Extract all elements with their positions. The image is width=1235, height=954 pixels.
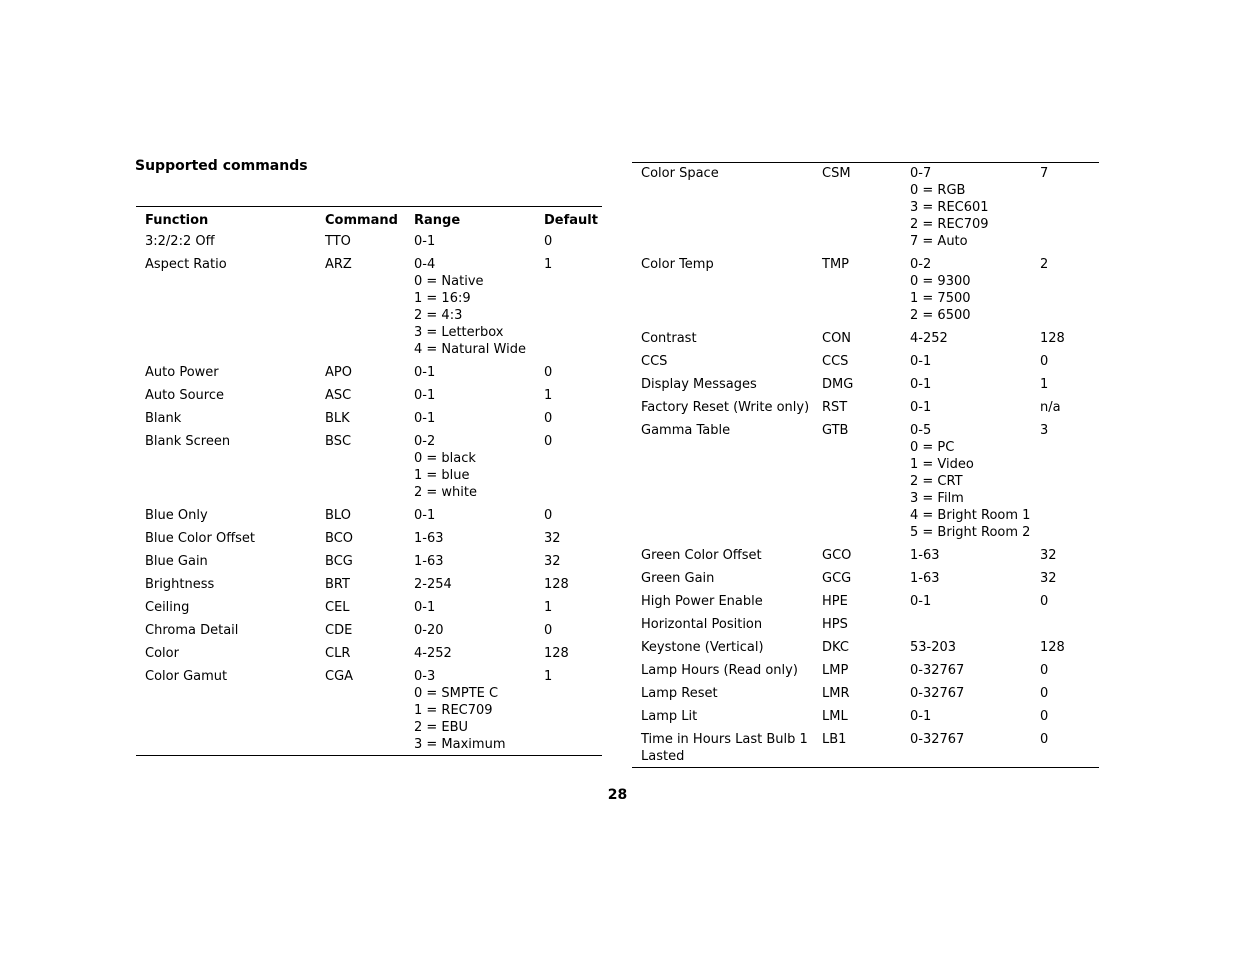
- command-cell: CGA: [325, 669, 354, 684]
- default-cell: 7: [1040, 166, 1049, 181]
- function-cell: Blue Color Offset: [145, 531, 256, 546]
- command-cell: DMG: [822, 377, 854, 392]
- range-cell: [405, 433, 535, 501]
- range-value: 5 = Bright Room 2: [910, 525, 1031, 540]
- function-cell: Color: [145, 646, 179, 661]
- range-value: 0 = RGB: [910, 183, 966, 198]
- command-cell: BCG: [325, 554, 353, 569]
- range-value: 0-1: [414, 600, 436, 615]
- range-value: 0 = PC: [910, 440, 955, 455]
- command-cell: BCO: [325, 531, 353, 546]
- range-cell: [901, 256, 1031, 324]
- range-value: 0-5: [910, 423, 932, 438]
- default-cell: 128: [1040, 331, 1065, 346]
- function-cell: Contrast: [641, 331, 697, 346]
- function-cell: Auto Power: [145, 365, 219, 380]
- range-cell: [405, 622, 535, 639]
- range-cell: [901, 376, 1031, 393]
- default-cell: 0: [1040, 709, 1049, 724]
- range-value: 0-32767: [910, 663, 965, 678]
- header-function: Function: [145, 213, 209, 228]
- table-row: [136, 231, 602, 250]
- range-value: 0-1: [414, 365, 436, 380]
- function-cell: Horizontal Position: [641, 617, 763, 632]
- command-cell: TMP: [822, 257, 849, 272]
- range-value: 1 = REC709: [414, 703, 493, 718]
- table-row: [136, 570, 602, 593]
- header-range: Range: [414, 213, 461, 228]
- range-cell: [901, 685, 1031, 702]
- range-cell: [901, 165, 1031, 250]
- range-cell: [901, 731, 1031, 748]
- range-value: 0 = Native: [414, 274, 484, 289]
- range-value: 0 = SMPTE C: [414, 686, 499, 701]
- range-cell: [901, 708, 1031, 725]
- range-value: 0-1: [414, 234, 436, 249]
- range-value: 1 = Video: [910, 457, 974, 472]
- command-cell: ARZ: [325, 257, 352, 272]
- range-cell: [901, 593, 1031, 610]
- function-cell: Color Space: [641, 166, 719, 181]
- function-cell: Blue Only: [145, 508, 208, 523]
- function-cell: CCS: [641, 354, 668, 369]
- range-value: 4 = Bright Room 1: [910, 508, 1031, 523]
- command-cell: GCO: [822, 548, 852, 563]
- default-cell: 1: [544, 669, 553, 684]
- range-value: 0-2: [414, 434, 436, 449]
- table-row: [632, 564, 1099, 587]
- header-command: Command: [325, 213, 398, 228]
- function-cell: Color Temp: [641, 257, 714, 272]
- section-title: Supported commands: [135, 158, 308, 174]
- function-cell: Blank: [145, 411, 182, 426]
- range-cell: [901, 422, 1031, 541]
- range-value: 2 = CRT: [910, 474, 963, 489]
- table-body-right: [632, 163, 1099, 767]
- command-cell: APO: [325, 365, 352, 380]
- range-cell: [405, 599, 535, 616]
- command-cell: BSC: [325, 434, 352, 449]
- range-value: 0-3: [414, 669, 436, 684]
- default-cell: 0: [1040, 594, 1049, 609]
- range-value: 3 = Letterbox: [414, 325, 504, 340]
- default-cell: 0: [544, 365, 553, 380]
- table-row: [136, 662, 602, 755]
- range-value: 3 = Maximum: [414, 737, 506, 752]
- table-row: [632, 370, 1099, 393]
- table-header-row: [136, 207, 602, 231]
- range-value: 1-63: [910, 548, 940, 563]
- default-cell: 128: [544, 577, 569, 592]
- command-cell: TTO: [325, 234, 351, 249]
- function-cell: Green Gain: [641, 571, 715, 586]
- table-row: [632, 633, 1099, 656]
- range-value: 0-1: [414, 411, 436, 426]
- table-row: [632, 679, 1099, 702]
- range-cell: [901, 662, 1031, 679]
- command-cell: LML: [822, 709, 848, 724]
- default-cell: 1: [544, 257, 553, 272]
- range-value: 2 = 6500: [910, 308, 971, 323]
- default-cell: 2: [1040, 257, 1049, 272]
- range-value: 1 = 16:9: [414, 291, 471, 306]
- command-cell: RST: [822, 400, 848, 415]
- function-cell: Time in Hours Last Bulb 1 Lasted: [641, 732, 808, 764]
- range-value: 0 = black: [414, 451, 476, 466]
- range-cell: [405, 507, 535, 524]
- default-cell: 32: [544, 554, 561, 569]
- table-row: [632, 541, 1099, 564]
- range-cell: [405, 645, 535, 662]
- table-row: [136, 250, 602, 358]
- range-value: 4-252: [910, 331, 948, 346]
- default-cell: 0: [544, 234, 553, 249]
- range-value: 0-1: [910, 377, 932, 392]
- range-value: 1-63: [910, 571, 940, 586]
- range-value: 1 = blue: [414, 468, 470, 483]
- command-cell: DKC: [822, 640, 849, 655]
- default-cell: 1: [1040, 377, 1049, 392]
- range-value: 0-2: [910, 257, 932, 272]
- table-row: [632, 610, 1099, 633]
- range-cell: [405, 410, 535, 427]
- range-cell: [405, 668, 535, 753]
- range-value: 1-63: [414, 554, 444, 569]
- default-cell: 0: [1040, 732, 1049, 747]
- function-cell: Green Color Offset: [641, 548, 762, 563]
- range-value: 0-1: [910, 400, 932, 415]
- range-value: 2 = white: [414, 485, 478, 500]
- range-value: 53-203: [910, 640, 957, 655]
- function-cell: High Power Enable: [641, 594, 763, 609]
- function-cell: Lamp Lit: [641, 709, 698, 724]
- range-value: 4-252: [414, 646, 452, 661]
- command-cell: CCS: [822, 354, 849, 369]
- command-cell: LMR: [822, 686, 850, 701]
- default-cell: 0: [1040, 663, 1049, 678]
- function-cell: Blue Gain: [145, 554, 208, 569]
- default-cell: 0: [1040, 686, 1049, 701]
- table-row: [632, 656, 1099, 679]
- table-row: [632, 416, 1099, 541]
- range-cell: [405, 576, 535, 593]
- range-value: 0-1: [910, 354, 932, 369]
- command-cell: CON: [822, 331, 852, 346]
- range-value: 3 = Film: [910, 491, 964, 506]
- command-cell: HPS: [822, 617, 848, 632]
- command-cell: BLK: [325, 411, 350, 426]
- default-cell: n/a: [1040, 400, 1061, 415]
- range-value: 2 = EBU: [414, 720, 469, 735]
- range-value: 4 = Natural Wide: [414, 342, 526, 357]
- range-value: 0-32767: [910, 732, 965, 747]
- function-cell: Chroma Detail: [145, 623, 239, 638]
- default-cell: 32: [544, 531, 561, 546]
- command-cell: CEL: [325, 600, 350, 615]
- table-row: [136, 547, 602, 570]
- range-cell: [901, 399, 1031, 416]
- command-cell: LMP: [822, 663, 849, 678]
- table-row: [136, 404, 602, 427]
- command-cell: GTB: [822, 423, 849, 438]
- range-cell: [901, 330, 1031, 347]
- table-row: [632, 324, 1099, 347]
- range-value: 0-4: [414, 257, 436, 272]
- default-cell: 128: [544, 646, 569, 661]
- table-row: [632, 347, 1099, 370]
- function-cell: Display Messages: [641, 377, 757, 392]
- function-cell: Blank Screen: [145, 434, 231, 449]
- range-value: 0-1: [414, 388, 436, 403]
- range-value: 0 = 9300: [910, 274, 971, 289]
- function-cell: Keystone (Vertical): [641, 640, 764, 655]
- table-row: [632, 250, 1099, 324]
- default-cell: 1: [544, 388, 553, 403]
- default-cell: 0: [1040, 354, 1049, 369]
- table-row: [136, 381, 602, 404]
- function-cell: Aspect Ratio: [145, 257, 227, 272]
- table-row: [632, 725, 1099, 767]
- command-cell: CDE: [325, 623, 353, 638]
- table-row: [632, 587, 1099, 610]
- commands-table-right: [632, 162, 1099, 768]
- range-cell: [405, 364, 535, 381]
- page-number: 28: [607, 787, 628, 803]
- function-cell: Ceiling: [145, 600, 190, 615]
- range-cell: [901, 639, 1031, 656]
- range-value: 0-1: [910, 594, 932, 609]
- range-value: 0-7: [910, 166, 932, 181]
- default-cell: 0: [544, 508, 553, 523]
- range-cell: [405, 387, 535, 404]
- range-value: 2 = REC709: [910, 217, 989, 232]
- function-cell: Lamp Hours (Read only): [641, 663, 798, 678]
- header-default: Default: [544, 213, 598, 228]
- range-value: 2-254: [414, 577, 452, 592]
- range-value: 0-1: [414, 508, 436, 523]
- command-cell: ASC: [325, 388, 352, 403]
- commands-table-left: [136, 206, 602, 756]
- range-cell: [901, 353, 1031, 370]
- range-value: 7 = Auto: [910, 234, 968, 249]
- table-row: [632, 163, 1099, 250]
- table-body-left: [136, 231, 602, 755]
- function-cell: Gamma Table: [641, 423, 731, 438]
- table-row: [632, 393, 1099, 416]
- default-cell: 0: [544, 623, 553, 638]
- table-row: [632, 702, 1099, 725]
- range-value: 0-32767: [910, 686, 965, 701]
- function-cell: Factory Reset (Write only): [641, 400, 810, 415]
- range-value: 3 = REC601: [910, 200, 989, 215]
- range-value: 0-1: [910, 709, 932, 724]
- command-cell: BRT: [325, 577, 350, 592]
- table-row: [136, 524, 602, 547]
- default-cell: 128: [1040, 640, 1065, 655]
- default-cell: 0: [544, 434, 553, 449]
- range-value: 1 = 7500: [910, 291, 971, 306]
- range-cell: [901, 547, 1031, 564]
- command-cell: CSM: [822, 166, 851, 181]
- range-cell: [405, 530, 535, 547]
- default-cell: 32: [1040, 548, 1057, 563]
- function-cell: 3:2/2:2 Off: [145, 234, 215, 249]
- command-cell: BLO: [325, 508, 351, 523]
- function-cell: Brightness: [145, 577, 215, 592]
- table-row: [136, 358, 602, 381]
- range-cell: [405, 553, 535, 570]
- default-cell: 32: [1040, 571, 1057, 586]
- table-row: [136, 593, 602, 616]
- function-cell: Auto Source: [145, 388, 224, 403]
- function-cell: Lamp Reset: [641, 686, 718, 701]
- command-cell: GCG: [822, 571, 852, 586]
- command-cell: CLR: [325, 646, 351, 661]
- default-cell: 1: [544, 600, 553, 615]
- table-row: [136, 427, 602, 501]
- range-value: 0-20: [414, 623, 444, 638]
- command-cell: LB1: [822, 732, 847, 747]
- default-cell: 3: [1040, 423, 1049, 438]
- range-cell: [405, 233, 535, 250]
- default-cell: 0: [544, 411, 553, 426]
- range-value: 1-63: [414, 531, 444, 546]
- range-cell: [405, 256, 535, 358]
- range-cell: [901, 570, 1031, 587]
- range-value: 2 = 4:3: [414, 308, 463, 323]
- function-cell: Color Gamut: [145, 669, 228, 684]
- table-row: [136, 639, 602, 662]
- command-cell: HPE: [822, 594, 848, 609]
- table-row: [136, 616, 602, 639]
- table-row: [136, 501, 602, 524]
